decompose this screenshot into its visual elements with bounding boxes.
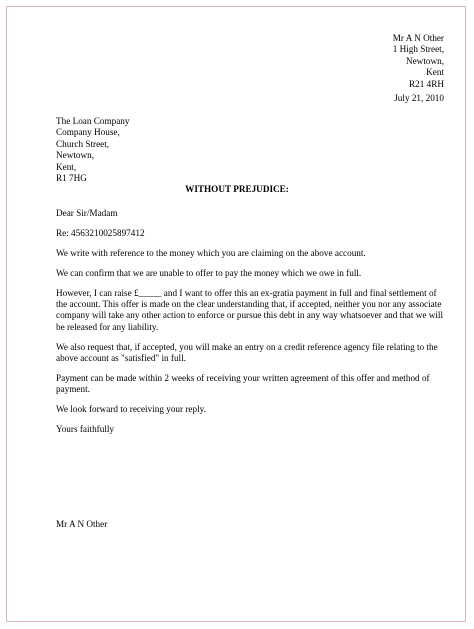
recipient-line: The Loan Company: [56, 116, 130, 126]
sender-line: 1 High Street,: [392, 44, 444, 55]
recipient-line: Newtown,: [56, 150, 95, 161]
body-paragraph: We also request that, if accepted, you will make an entry on a credit reference agency file relating to the above account as "satisfied" in full.: [56, 341, 438, 364]
sender-line: Newtown,: [405, 55, 444, 66]
body-paragraph: Payment can be made within 2 weeks of receiving your written agreement of this offer and method of payment.: [56, 373, 430, 395]
recipient-line: R1 7HG: [56, 173, 87, 184]
letter-heading: WITHOUT PREJUDICE:: [185, 184, 289, 194]
body-paragraph: We can confirm that we are unable to offer to pay the money which we owe in full.: [56, 267, 362, 278]
letter-date: July 21, 2010: [394, 93, 444, 103]
letter-body: [56, 208, 448, 444]
body-paragraph: We look forward to receiving your reply.: [56, 404, 206, 415]
recipient-line: Church Street,: [56, 138, 110, 149]
sender-line: Kent: [426, 67, 444, 78]
recipient-address: [56, 116, 129, 184]
signature-name: Mr A N Other: [56, 519, 108, 529]
sender-address: [393, 33, 444, 90]
body-paragraph: However, I can raise £_____ and I want to offer this an ex-gratia payment in full and final settlement of the account. This offer is made on the clear understanding that, if accepted, neither you nor any associate company will take any other action to enforce or pursue this debt in any way whatsoever and that we will be released for any liability.: [56, 287, 444, 332]
reference-line: Re: 4563210025897412: [56, 227, 145, 238]
recipient-line: Company House,: [56, 127, 120, 138]
body-paragraph: We write with reference to the money which you are claiming on the above account.: [56, 247, 366, 258]
closing: Yours faithfully: [56, 424, 115, 435]
recipient-line: Kent,: [56, 161, 77, 172]
sender-line: R21 4RH: [409, 78, 444, 89]
sender-line: Mr A N Other: [392, 33, 444, 43]
salutation: Dear Sir/Madam: [56, 208, 118, 218]
